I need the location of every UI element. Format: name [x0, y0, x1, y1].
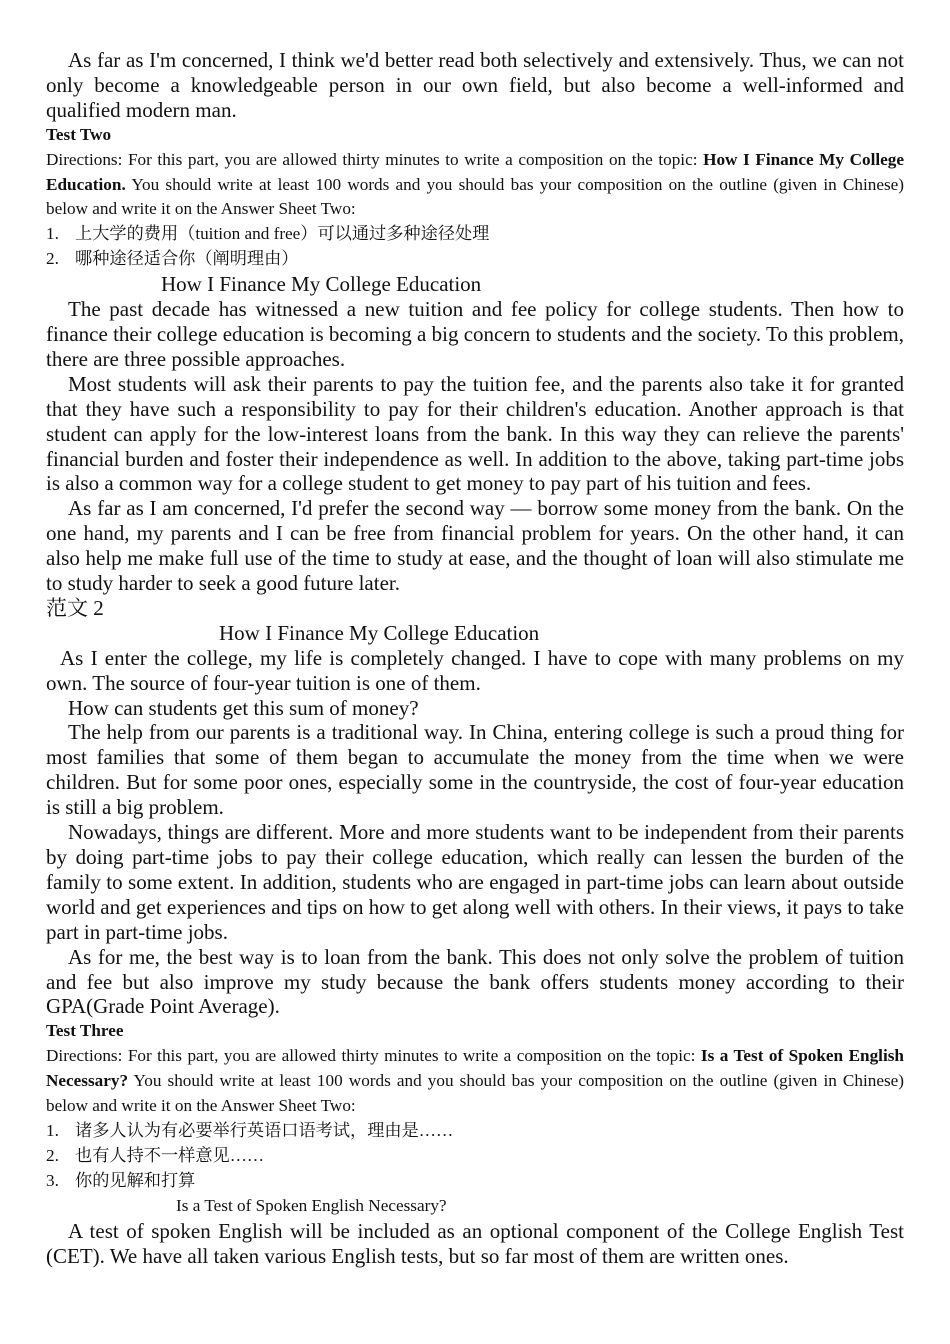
document-page [46, 48, 904, 1268]
outline-item [46, 1169, 904, 1194]
outline-number: 2. [46, 1145, 59, 1165]
test-two-directions [46, 148, 904, 223]
essay-paragraph: As for me, the best way is to loan from the bank. This does not only solve the problem of tuition and fee but also improve my study because the bank offers students money according to their GPA(Grade Point Average). [46, 944, 904, 1019]
outline-item [46, 247, 904, 272]
essay-paragraph: As far as I am concerned, I'd prefer the second way — borrow some money from the bank. On the one hand, my parents and I can be free from financial problem for years. On the other hand, it can also help me make full use of the time to study at ease, and the thought of loan will also stimulate me to study harder to seek a good future later. [46, 496, 904, 596]
test-three-heading: Test Three [46, 1021, 124, 1041]
outline-text: 诸多人认为有必要举行英语口语考试，理由是…… [75, 1120, 454, 1140]
essay-title: How I Finance My College Education [219, 620, 540, 645]
outline-text: 哪种途径适合你（阐明理由） [75, 249, 299, 269]
essay-paragraph: Most students will ask their parents to pay the tuition fee, and the parents also take it for granted that they have such a responsibility to pay for their children's education. Another approach is that student can apply for the low-interest loans from the bank. In this way they can relieve the parents' financial burden and foster their independence as well. In addition to the above, taking part-time jobs is also a common way for a college student to get money to pay part of his tuition and fees. [46, 371, 904, 496]
essay-paragraph: The help from our parents is a traditional way. In China, entering college is such a proud thing for most families that some of them began to accumulate the money from the time when we were children. But for some poor ones, especially some in the countryside, the cost of four-year education is still a big problem. [46, 720, 904, 820]
directions-text: You should write at least 100 words and you should bas your composition on the outline (given in Chinese) below and write it on the Answer Sheet Two: [46, 1071, 904, 1116]
intro-paragraph: As far as I'm concerned, I think we'd better read both selectively and extensively. Thus, we can not only become a knowledgeable person in our own field, but also become a well-informed and qualified modern man. [46, 48, 904, 122]
directions-text: You should write at least 100 words and you should bas your composition on the outline (given in Chinese) below and write it on the Answer Sheet Two: [46, 174, 904, 219]
essay-title: Is a Test of Spoken English Necessary? [176, 1195, 447, 1215]
test-two-heading: Test Two [46, 124, 112, 144]
outline-text: 也有人持不一样意见…… [75, 1145, 265, 1165]
essay-paragraph: Nowadays, things are different. More and more students want to be independent from their parents by doing part-time jobs to pay their college education, which really can lessen the burden of the family to some extent. In addition, students who are engaged in part-time jobs can learn about outside world and get experiences and tips on how to get along well with others. In their views, it pays to take part in part-time jobs. [46, 820, 904, 944]
essay-paragraph: As I enter the college, my life is completely changed. I have to cope with many problems on my own. The source of four-year tuition is one of them. [46, 645, 904, 695]
directions-text: Directions: For this part, you are allowed thirty minutes to write a composition on the topic: [46, 1046, 701, 1066]
sample-label: 范文 2 [46, 595, 104, 620]
directions-topic: Is a Test of Spoken English Necessary? [46, 1046, 904, 1091]
outline-item [46, 222, 904, 247]
outline-number: 3. [46, 1170, 59, 1190]
essay-paragraph: How can students get this sum of money? [68, 695, 419, 720]
directions-topic: How I Finance My College Education. [46, 149, 904, 194]
outline-item [46, 1144, 904, 1169]
essay-title: How I Finance My College Education [161, 272, 482, 297]
outline-text: 你的见解和打算 [75, 1170, 196, 1190]
essay-paragraph: A test of spoken English will be included as an optional component of the College English Test (CET). We have all taken various English tests, but so far most of them are written ones. [46, 1218, 904, 1268]
outline-number: 1. [46, 1120, 59, 1140]
essay-paragraph: The past decade has witnessed a new tuition and fee policy for college students. Then how to finance their college education is becoming a big concern to students and the society. To this problem, there are three possible approaches. [46, 297, 904, 371]
test-three-directions [46, 1044, 904, 1119]
outline-text: 上大学的费用（tuition and free）可以通过多种途径处理 [75, 224, 490, 244]
outline-number: 1. [46, 224, 59, 244]
outline-item [46, 1119, 904, 1144]
outline-number: 2. [46, 249, 59, 269]
directions-text: Directions: For this part, you are allowed thirty minutes to write a composition on the topic: [46, 149, 704, 169]
